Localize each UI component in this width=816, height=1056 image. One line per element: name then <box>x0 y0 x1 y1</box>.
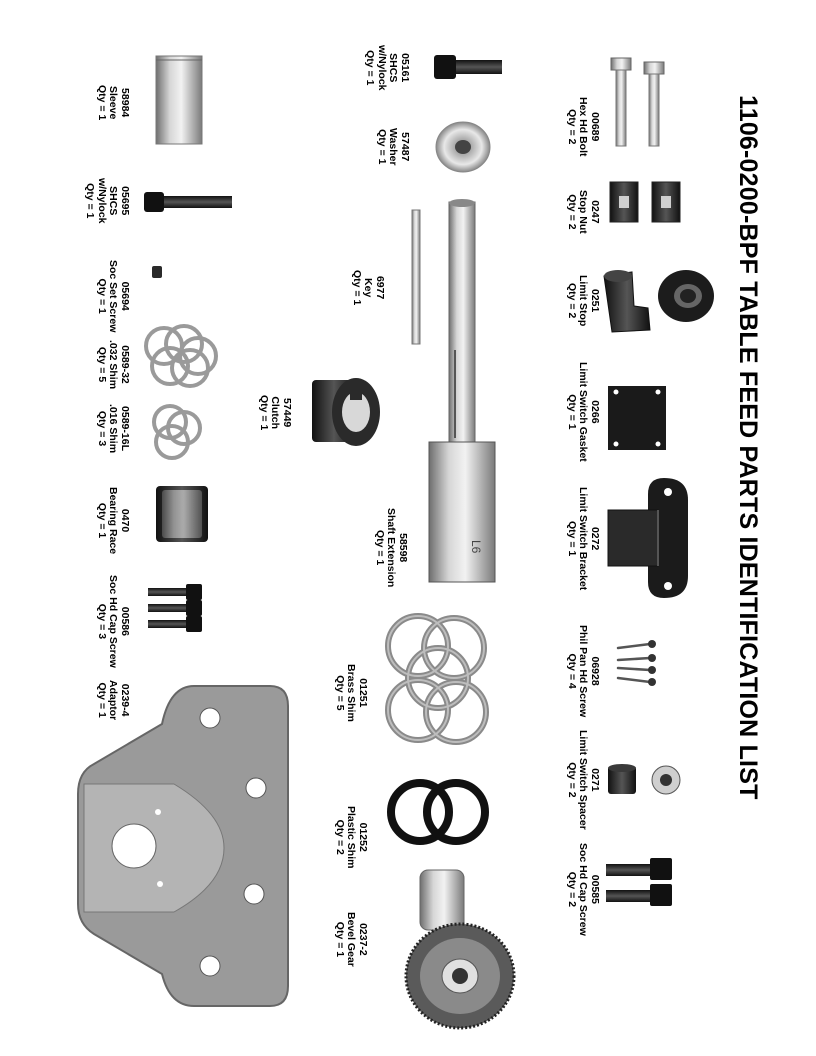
plastic-shim-image <box>384 774 494 852</box>
part-qty: Qty = 2 <box>566 109 578 145</box>
part-name: .032 Shim <box>107 340 120 390</box>
part-number: 0247 <box>589 200 601 224</box>
clutch-image <box>310 372 382 452</box>
part-number: 0237-2 <box>357 923 369 956</box>
plastic-shim-label <box>334 806 369 868</box>
part-name: Limit Stop <box>577 275 590 327</box>
washer-label <box>376 128 411 166</box>
part-qty: Qty = 1 <box>96 502 108 539</box>
part-number: 01252 <box>357 822 369 852</box>
part-name: Limit Switch Bracket <box>577 487 590 591</box>
key-image <box>410 208 422 348</box>
soc-set-screw-image <box>150 264 164 280</box>
part-qty: Qty = 1 <box>96 85 108 121</box>
part-name: Bearing Race <box>107 487 120 555</box>
washer-image <box>434 120 492 174</box>
part-number: 0589-32 <box>119 345 131 384</box>
shcs-nylock-05695-image <box>142 190 234 214</box>
part-qty: Qty = 1 <box>334 921 346 958</box>
part-qty: Qty = 2 <box>334 819 346 855</box>
part-number: 01251 <box>357 678 369 708</box>
part-qty: Qty = 5 <box>96 346 108 383</box>
shim-016-image <box>148 400 204 464</box>
limit-switch-bracket-label <box>566 487 601 590</box>
part-qty: Qty = 1 <box>566 394 578 430</box>
part-number: 0251 <box>589 288 601 313</box>
part-number: 06928 <box>589 656 601 686</box>
part-name: Adaptor <box>107 680 120 721</box>
limit-switch-gasket-label <box>566 362 601 462</box>
part-qty: Qty = 3 <box>96 603 108 640</box>
phil-pan-hd-screw-image <box>614 640 660 688</box>
part-name: Plastic Shim <box>345 806 358 869</box>
part-name: Washer <box>387 128 400 166</box>
part-name-extra: w/Nylock <box>96 178 108 224</box>
part-name: Bevel Gear <box>345 912 358 967</box>
part-name: Brass Shim <box>345 664 358 722</box>
stop-nut-label <box>566 190 601 234</box>
part-number: 0272 <box>589 526 601 551</box>
bevel-gear-image <box>404 864 522 1034</box>
part-qty: Qty = 1 <box>364 50 377 86</box>
soc-hd-cap-screw-2-image <box>604 854 674 912</box>
part-name: Soc Hd Cap Screw <box>107 575 120 668</box>
bevel-gear-label <box>334 912 369 967</box>
part-name: Soc Set Screw <box>107 260 120 333</box>
part-number: 6977 <box>374 275 386 300</box>
part-qty: Qty = 2 <box>566 871 578 908</box>
part-number: 58984 <box>119 88 131 118</box>
part-name: .016 Shim <box>107 404 120 454</box>
part-qty: Qty = 1 <box>96 682 108 718</box>
part-qty: Qty = 2 <box>566 762 578 798</box>
page-title: 1106-0200-BPF TABLE FEED PARTS IDENTIFICATION LIST <box>734 95 762 800</box>
part-name: Limit Switch Spacer <box>577 730 590 830</box>
limit-switch-spacer-label <box>566 730 601 830</box>
shim-032-label <box>96 340 131 389</box>
limit-switch-bracket-image <box>604 474 696 602</box>
part-name-extra: w/Nylock <box>376 45 388 91</box>
part-number: 57487 <box>399 132 411 162</box>
part-number: 58598 <box>397 533 409 563</box>
limit-switch-gasket-image <box>606 384 668 454</box>
part-number: 05695 <box>119 186 131 216</box>
soc-hd-cap-screw-2-label <box>566 843 601 936</box>
part-number: 0589-16L <box>119 406 131 451</box>
part-name: Hex Hd Bolt <box>577 97 590 157</box>
part-qty: Qty = 1 <box>374 530 386 566</box>
part-number: 0266 <box>589 400 601 424</box>
limit-stop-image <box>598 266 718 338</box>
part-number: 05694 <box>119 281 131 311</box>
part-qty: Qty = 5 <box>334 675 346 711</box>
part-qty: Qty = 1 <box>376 129 388 165</box>
part-number: 00586 <box>119 606 131 636</box>
part-qty: Qty = 1 <box>566 520 578 557</box>
svg-text:L6: L6 <box>469 540 483 554</box>
part-qty: Qty = 1 <box>258 395 270 431</box>
part-name: Key <box>362 278 375 298</box>
shcs-nylock-05161-image <box>432 52 504 82</box>
part-name: SHCS <box>387 53 400 83</box>
part-name: Limit Switch Gasket <box>577 362 590 462</box>
part-number: 0271 <box>589 768 601 792</box>
part-name: Clutch <box>269 396 282 429</box>
adaptor-image <box>74 684 294 1010</box>
sleeve-label <box>96 85 131 120</box>
stop-nut-image <box>608 180 682 228</box>
part-qty: Qty = 4 <box>566 653 578 689</box>
limit-stop-label <box>566 275 601 326</box>
hex-hd-bolt-image <box>606 56 668 152</box>
soc-hd-cap-screw-3-label <box>96 575 131 668</box>
shaft-extension-image <box>427 200 497 586</box>
part-name: SHCS <box>107 186 120 216</box>
part-name: Stop Nut <box>577 190 590 234</box>
part-qty: Qty = 1 <box>96 278 108 314</box>
phil-pan-hd-screw-label <box>566 625 601 717</box>
shim-032-image <box>140 322 220 388</box>
limit-switch-spacer-image <box>604 760 684 800</box>
soc-set-screw-label <box>96 260 131 332</box>
part-name: Phil Pan Hd Screw <box>577 625 590 718</box>
part-number: 00585 <box>589 874 601 904</box>
bearing-race-label <box>96 487 131 554</box>
part-name: Shaft Extension <box>385 508 398 588</box>
part-number: 05161 <box>399 53 411 83</box>
part-qty: Qty = 3 <box>96 410 108 447</box>
sleeve-image <box>154 54 204 148</box>
part-number: 0239-4 <box>119 683 131 717</box>
shcs-nylock-05695-label <box>84 178 130 224</box>
part-number: 00689 <box>589 112 601 142</box>
hex-hd-bolt-label <box>566 97 601 157</box>
key-label <box>351 270 386 305</box>
brass-shim-label <box>334 664 369 722</box>
clutch-label <box>258 395 293 430</box>
part-name: Soc Hd Cap Screw <box>577 843 590 936</box>
bearing-race-image <box>154 484 210 546</box>
part-qty: Qty = 2 <box>566 283 578 319</box>
part-qty: Qty = 1 <box>351 270 363 306</box>
shim-016-label <box>96 404 131 453</box>
part-qty: Qty = 2 <box>566 194 578 230</box>
shaft-extension-label <box>374 508 409 587</box>
brass-shim-image <box>382 610 492 748</box>
part-qty: Qty = 1 <box>84 183 97 219</box>
shcs-nylock-05161-label <box>364 45 410 91</box>
soc-hd-cap-screw-3-image <box>146 580 206 638</box>
part-number: 57449 <box>281 398 293 428</box>
part-number: 0470 <box>119 508 131 533</box>
part-name: Sleeve <box>107 86 120 120</box>
